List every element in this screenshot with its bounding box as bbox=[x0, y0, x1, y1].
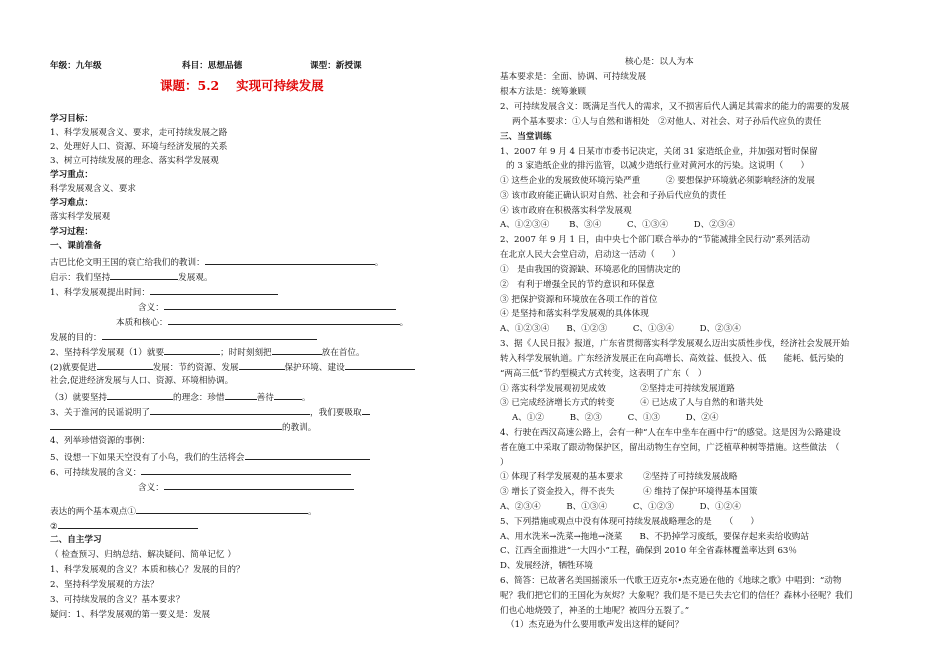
text-line: 4、行驶在西汉高速公路上，会有一种“人在车中坐车在画中行”的感觉。这是因为公路建设 bbox=[500, 428, 841, 438]
text-line: 呢？我们把它们的王国化为灰烬？大象呢？我们是不是已失去它们的信任？森林小径呢？我们 bbox=[500, 591, 853, 601]
text-line: 们也心地烧毁了，神圣的土地呢？被四分五裂了。” bbox=[500, 606, 690, 616]
text-line: 社会,促进经济发展与人口、资源、环境相协调。 bbox=[50, 376, 234, 386]
text-line: D、发展经济，牺牲环境 bbox=[500, 561, 593, 571]
text-line: 含义： bbox=[138, 482, 354, 493]
text-line: ） bbox=[500, 458, 509, 468]
text-line: （1）杰克逊为什么要用歌声发出这样的疑问？ bbox=[506, 620, 684, 630]
text-line: 表达的两个基本观点① 。 bbox=[50, 507, 317, 517]
text-line: ③ 把保护资源和环境放在各项工作的首位 bbox=[500, 295, 658, 305]
text-line: A、①②③④ B、①②③ C、①③④ D、②③④ bbox=[500, 324, 741, 334]
text-line: （3）就要坚持 的理念：珍惜 善待 。 bbox=[50, 393, 311, 403]
text-line: ③ 增长了资金投入，得不丧失 ④ 维持了保护环境得基本国策 bbox=[500, 487, 758, 497]
text-line: 3、树立可持续发展的理念、落实科学发展观 bbox=[50, 156, 219, 166]
section-heading: 三、当堂训练 bbox=[500, 132, 552, 142]
text-line: 1、科学发展观提出时间： bbox=[50, 287, 278, 298]
text-line: 5、下列措施或观点中没有体现可持续发展战略理念的是 （ ） bbox=[500, 517, 759, 527]
text-line: 根本方法是：统筹兼顾 bbox=[500, 87, 586, 97]
lesson-title: 课题：5.2 实现可持续发展 bbox=[160, 78, 324, 93]
text-line: ② bbox=[50, 521, 198, 532]
text-line: （ 检查预习、归纳总结、解决疑问、简单记忆 ） bbox=[50, 550, 236, 560]
text-line: A、①②③④ B、③④ C、①③④ D、②③④ bbox=[500, 220, 735, 230]
text-line: 2、可持续发展含义：既满足当代人的需求，又不损害后代人满足其需求的能力的需要的发展 bbox=[500, 102, 850, 112]
text-line: 落实科学发展观 bbox=[50, 212, 111, 222]
text-line: “两高三低”节约型模式方式转变，这表明了广东（ ） bbox=[500, 369, 707, 379]
text-line: 1、科学发展观含义、要求，走可持续发展之路 bbox=[50, 128, 228, 138]
text-line: ④ 该市政府在积极落实科学发展观 bbox=[500, 206, 632, 216]
text-line: ① 是由我国的资源缺、环境恶化的国情决定的 bbox=[500, 265, 681, 275]
text-line: A、②③④ B、①③④ C、①②③ D、①②④ bbox=[500, 502, 741, 512]
text-line: 2、坚持科学发展观的方法？ bbox=[50, 580, 159, 590]
text-line: 1、科学发展观的含义？本质和核心？发展的目的？ bbox=[50, 565, 245, 575]
text-line: 3、据《人民日报》报道，广东省贯彻落实科学发展观么迈出实质性步伐，经济社会发展开始 bbox=[500, 339, 850, 349]
text-line: 4、列举珍惜资源的事例： bbox=[50, 436, 150, 446]
text-line: 启示：我们坚持 发展观。 bbox=[50, 273, 213, 283]
text-line: 2、2007 年 9 月 1 日，由中央七个部门联合举办的“节能减排全民行动”系列活动 bbox=[500, 235, 810, 245]
text-line: ① 这些企业的发展致使环境污染严重 ② 要想保护环境就必须影响经济的发展 bbox=[500, 176, 815, 186]
text-line: ④ 是坚持和落实科学发展观的具体体现 bbox=[500, 309, 649, 319]
text-line: A、用水洗米→洗菜→拖地→浇菜 B、不扔掉学习废纸，要保存起来卖给收购站 bbox=[500, 532, 810, 542]
text-line: 的 3 家造纸企业的排污监管，以减少造纸行业对黄河水的污染。这说明（ ） bbox=[506, 161, 810, 171]
text-line: 古巴比伦文明王国的衰亡给我们的教训： 。 bbox=[50, 258, 384, 268]
text-line: 2、处理好人口、资源、环境与经济发展的关系 bbox=[50, 142, 228, 152]
text-line: 的教训。 bbox=[50, 422, 316, 433]
text-line: A、①② B、②③ C、①③ D、②④ bbox=[512, 413, 719, 423]
text-line: 核心是：以人为本 bbox=[625, 57, 694, 67]
text-line: ③ 已完成经济增长方式的转变 ④ 已达成了人与自然的和谐共处 bbox=[500, 398, 764, 408]
text-line: ① 体现了科学发展观的基本要求 ②坚持了可持续发展战略 bbox=[500, 472, 738, 482]
text-line: ③ 该市政府能正确认识对自然、社会和子孙后代应负的责任 bbox=[500, 191, 727, 201]
text-line: (2)就要促进 发展：节约资源、发展 保护环境、建设 bbox=[50, 362, 415, 373]
text-line: 5、设想一下如果天空没有了小鸟，我们的生活将会 bbox=[50, 452, 370, 463]
section-heading: 学习重点： bbox=[50, 170, 93, 180]
subject-label: 科目：思想品德 bbox=[182, 61, 243, 71]
text-line: ① 落实科学发展观初见成效 ②坚持走可持续发展道路 bbox=[500, 384, 735, 394]
text-line: 两个基本要求：①人与自然和谐相处 ②对他人、对社会、对子孙后代应负的责任 bbox=[512, 117, 822, 127]
lesson-type-label: 课型：新授课 bbox=[310, 61, 362, 71]
text-line: 在北京人民大会堂启动，启动这一活动（ ） bbox=[500, 250, 681, 260]
text-line: ② 有利于增强全民的节约意识和环保意 bbox=[500, 280, 655, 290]
section-heading: 一、课前准备 bbox=[50, 241, 102, 251]
text-line: 3、可持续发展的含义？基本要求？ bbox=[50, 595, 185, 605]
text-line: 1、2007 年 9 月 4 日某市市委书记决定，关闭 31 家造纸企业，并加强对暂时保留 bbox=[500, 147, 818, 157]
text-line: C、江西全面推进“一大四小”工程，确保到 2010 年全省森林覆盖率达到 63％ bbox=[500, 546, 797, 556]
text-line: 科学发展观含义、要求 bbox=[50, 184, 136, 194]
text-line: 转入科学发展轨道。广东经济发展正在向高增长、高效益、低投入、低 能耗、低污染的 bbox=[500, 354, 844, 364]
section-heading: 学习过程： bbox=[50, 227, 93, 237]
text-line: 2、坚持科学发展观（1）就要 ；时时刻刻把 放在首位。 bbox=[50, 348, 365, 358]
text-line: 3、关于淮河的民谣说明了 ，我们要吸取 bbox=[50, 407, 370, 418]
text-line: 发展的目的： bbox=[50, 332, 317, 343]
section-heading: 二、自主学习 bbox=[50, 535, 102, 545]
text-line: 6、可持续发展的含义： bbox=[50, 467, 351, 478]
text-line: 含义： bbox=[138, 302, 396, 313]
section-heading: 学习目标： bbox=[50, 114, 93, 124]
text-line: 基本要求是：全面、协调、可持续发展 bbox=[500, 72, 647, 82]
text-line: 本质和核心： 。 bbox=[116, 318, 409, 328]
section-heading: 学习难点： bbox=[50, 198, 93, 208]
text-line: 者在施工中采取了跟动物保护区，留出动物生存空间，广泛植草种树等措施。这些做法 （ bbox=[500, 443, 840, 453]
grade-label: 年级：九年级 bbox=[50, 61, 102, 71]
text-line: 疑问：1、科学发展观的第一要义是：发展 bbox=[50, 610, 211, 620]
text-line: 6、简答：已故著名美国摇滚乐一代歌王迈克尔•杰克逊在他的《地球之歌》中唱到：“动物 bbox=[500, 576, 842, 586]
